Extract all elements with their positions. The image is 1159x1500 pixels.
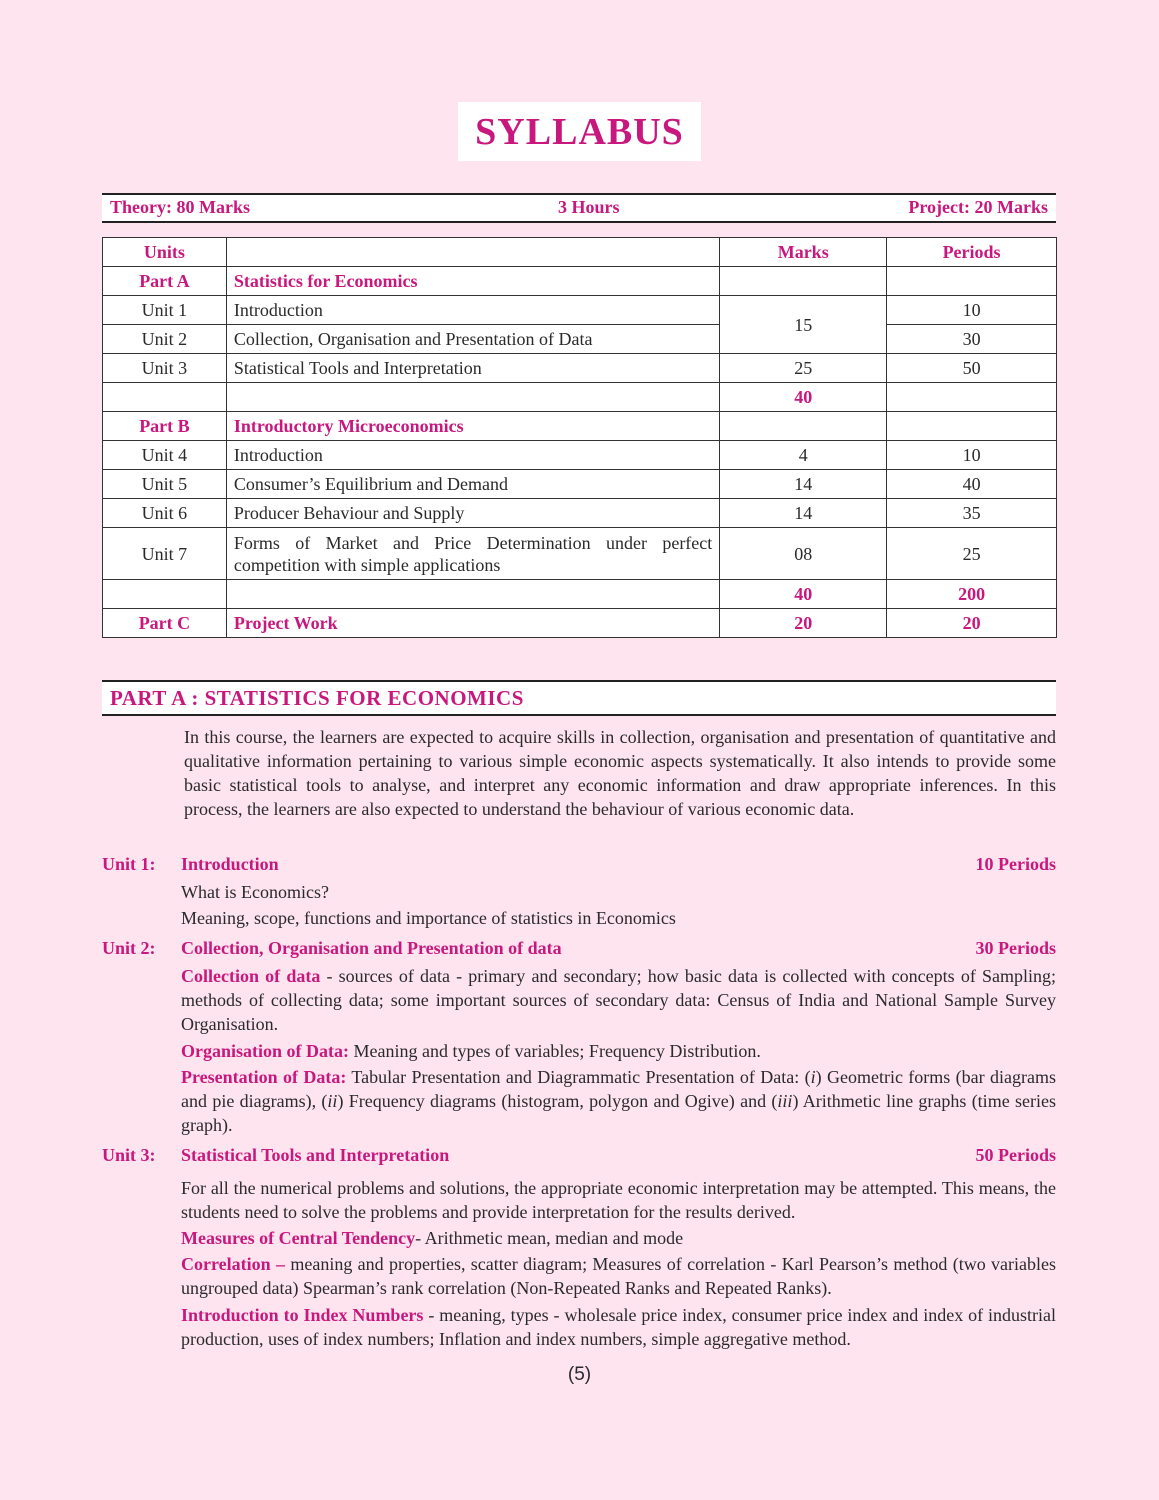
row-periods: 10 [887,296,1057,325]
intro-paragraph: In this course, the learners are expected to acquire skills in collection, organisation and presentation of quantitative and qualitative information pertaining to various simple economic aspects systematically. It also intends to provide some basic statistical tools to analyse, and interpret any economic information and draw appropriate inferences. In this process, the learners are also expected to understand the behaviour of various economic data. [184,727,1056,819]
table-row [103,354,1057,383]
subtotal-periods: 200 [887,580,1057,609]
row-topic: Statistics for Economics [226,267,719,296]
presentation-text: Tabular Presentation and Diagrammatic Presentation of Data: ( [346,1067,811,1087]
index-numbers-heading: Introduction to Index Numbers [181,1305,424,1325]
subtotal-marks: 40 [720,580,887,609]
presentation-text: ) Arithmetic line graphs (time series graph). [181,1091,1056,1135]
section-heading: PART A : STATISTICS FOR ECONOMICS [110,686,524,710]
row-marks: 25 [720,354,887,383]
unit-periods: 50 Periods [975,1145,1056,1165]
table-row [103,609,1057,638]
correlation-paragraph [181,1252,1056,1300]
row-topic: Project Work [226,609,719,638]
collection-text: - sources of data - primary and secondary; how basic data is collected with concepts of Sampling; methods of collecting data; some important sources of secondary data: Census of India and National Sample Survey Organisation. [181,966,1056,1034]
unit-label: Unit 1: [102,854,156,874]
section-heading-bar [102,680,1056,716]
roman-numeral: iii [777,1091,793,1111]
row-unit: Part B [103,412,227,441]
unit-1-line: What is Economics? [181,882,329,902]
correlation-text: meaning and properties, scatter diagram; Measures of correlation - Karl Pearson’s method (two variables ungrouped data) Spearman’s rank correlation (Non-Repeated Ranks and Repeated Ranks). [181,1254,1056,1298]
row-marks: 15 [720,296,887,354]
table-row [103,470,1057,499]
row-periods: 25 [887,528,1057,580]
project-marks: Project: 20 Marks [908,197,1048,217]
organisation-text: Meaning and types of variables; Frequency Distribution. [349,1041,761,1061]
row-periods: 20 [887,609,1057,638]
row-periods: 40 [887,470,1057,499]
row-unit: Unit 1 [103,296,227,325]
row-unit: Unit 7 [103,528,227,580]
table-row [103,325,1057,354]
duration: 3 Hours [558,197,620,217]
row-topic [226,580,719,609]
row-topic: Introductory Microeconomics [226,412,719,441]
row-unit: Unit 4 [103,441,227,470]
row-marks [720,412,887,441]
unit-label: Unit 3: [102,1145,156,1165]
presentation-text: ) Geometric forms (bar diagrams and pie diagrams), ( [181,1067,1056,1111]
row-unit: Part A [103,267,227,296]
row-marks: 4 [720,441,887,470]
marks-bar [102,193,1056,223]
organisation-heading: Organisation of Data: [181,1041,349,1061]
row-topic: Forms of Market and Price Determination under perfect competition with simple applications [226,528,719,580]
row-topic: Collection, Organisation and Presentation of Data [226,325,719,354]
table-header-row [103,238,1057,267]
row-unit [103,580,227,609]
unit-1-line: Meaning, scope, functions and importance of statistics in Economics [181,908,676,928]
unit-periods: 30 Periods [975,938,1056,958]
row-topic [226,383,719,412]
collection-heading: Collection of data [181,966,321,986]
table-row [103,499,1057,528]
row-periods: 10 [887,441,1057,470]
roman-numeral: i [810,1067,816,1087]
row-unit [103,383,227,412]
row-topic: Statistical Tools and Interpretation [226,354,719,383]
row-marks [720,267,887,296]
unit-periods: 10 Periods [975,854,1056,874]
row-periods: 30 [887,325,1057,354]
row-periods [887,267,1057,296]
row-marks: 14 [720,470,887,499]
row-unit: Unit 3 [103,354,227,383]
row-periods: 35 [887,499,1057,528]
page-number: (5) [567,1364,592,1385]
correlation-heading: Correlation – [181,1254,285,1274]
row-periods: 50 [887,354,1057,383]
row-marks: 08 [720,528,887,580]
presentation-text: ) Frequency diagrams (histogram, polygon and Ogive) and ( [337,1091,778,1111]
row-marks: 20 [720,609,887,638]
central-tendency-heading: Measures of Central Tendency [181,1228,416,1248]
row-unit: Unit 2 [103,325,227,354]
table-row [103,441,1057,470]
unit-title: Collection, Organisation and Presentation of data [181,938,562,958]
row-periods [887,412,1057,441]
row-topic: Consumer’s Equilibrium and Demand [226,470,719,499]
table-row [103,267,1057,296]
unit-3-heading [102,1145,1056,1169]
collection-paragraph [181,964,1056,1036]
row-topic: Introduction [226,296,719,325]
title-box [458,102,701,161]
syllabus-table [102,237,1057,638]
row-topic: Introduction [226,441,719,470]
row-unit: Part C [103,609,227,638]
index-numbers-text: - meaning, types - wholesale price index, consumer price index and index of industrial production, uses of index numbers; Inflation and index numbers, simple aggregative method. [181,1305,1056,1349]
table-row [103,296,1057,325]
unit-title: Introduction [181,854,279,874]
header-marks: Marks [720,238,887,267]
page-title: SYLLABUS [475,110,684,153]
subtotal-marks: 40 [720,383,887,412]
unit-label: Unit 2: [102,938,156,958]
header-units: Units [103,238,227,267]
header-blank [226,238,719,267]
central-tendency-paragraph [181,1226,1056,1250]
table-row [103,528,1057,580]
row-unit: Unit 6 [103,499,227,528]
presentation-paragraph [181,1065,1056,1137]
unit-1-heading [102,854,1056,878]
unit-title: Statistical Tools and Interpretation [181,1145,450,1165]
subtotal-row [103,383,1057,412]
header-periods: Periods [887,238,1057,267]
central-tendency-text: - Arithmetic mean, median and mode [415,1228,684,1248]
theory-marks: Theory: 80 Marks [110,197,250,217]
unit-3-intro: For all the numerical problems and solutions, the appropriate economic interpretation may be attempted. This means, the students need to solve the problems and provide interpretation for the results derived. [181,1178,1056,1222]
presentation-heading: Presentation of Data: [181,1067,347,1087]
roman-numeral: ii [327,1091,338,1111]
table-row [103,412,1057,441]
subtotal-row [103,580,1057,609]
organisation-paragraph [181,1039,1056,1063]
row-unit: Unit 5 [103,470,227,499]
unit-2-heading [102,938,1056,962]
row-topic: Producer Behaviour and Supply [226,499,719,528]
row-marks: 14 [720,499,887,528]
index-numbers-paragraph [181,1303,1056,1351]
subtotal-periods [887,383,1057,412]
